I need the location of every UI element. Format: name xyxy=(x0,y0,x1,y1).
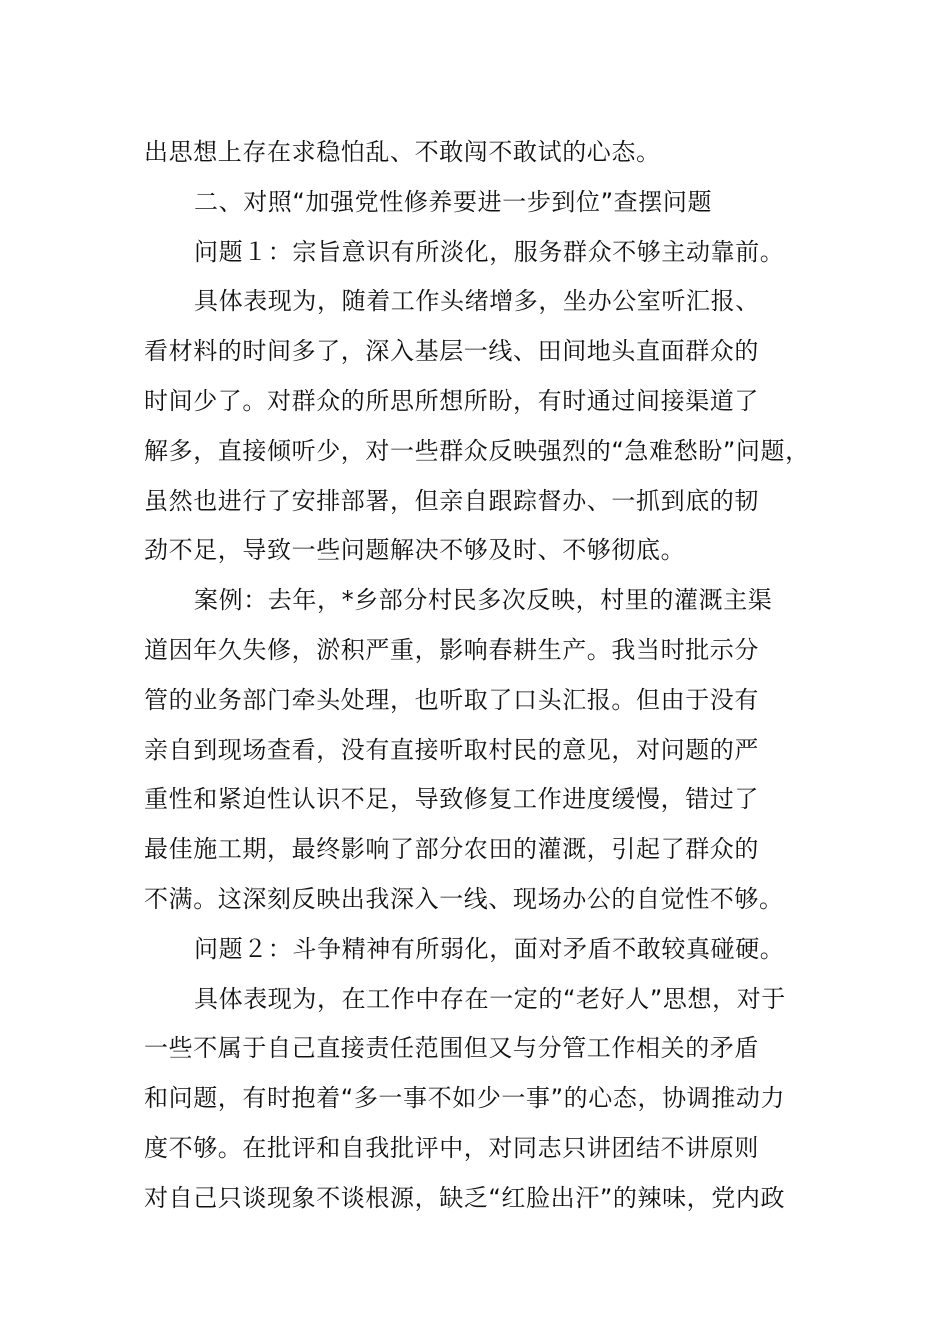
case-paragraph-line: 道因年久失修，淤积严重，影响春耕生产。我当时批示分 xyxy=(144,635,759,664)
paragraph-line: 一些不属于自己直接责任范围但又与分管工作相关的矛盾 xyxy=(144,1034,759,1063)
section-heading: 二、对照“加强党性修养要进一步到位”查摆问题 xyxy=(194,187,713,216)
paragraph-line: 解多，直接倾听少，对一些群众反映强烈的“急难愁盼”问题， xyxy=(144,436,810,465)
case-paragraph-line: 重性和紧迫性认识不足，导致修复工作进度缓慢，错过了 xyxy=(144,785,759,814)
paragraph-line: 看材料的时间多了，深入基层一线、田间地头直面群众的 xyxy=(144,337,759,366)
document-body xyxy=(144,128,834,1224)
case-paragraph-line: 亲自到现场查看，没有直接听取村民的意见，对问题的严 xyxy=(144,735,759,764)
paragraph-line: 和问题，有时抱着“多一事不如少一事”的心态，协调推动力 xyxy=(144,1084,786,1113)
paragraph-line: 时间少了。对群众的所思所想所盼，有时通过间接渠道了 xyxy=(144,386,759,415)
problem-1-heading: 问题１：宗旨意识有所淡化，服务群众不够主动靠前。 xyxy=(194,237,785,266)
case-paragraph-line: 不满。这深刻反映出我深入一线、现场办公的自觉性不够。 xyxy=(144,884,784,913)
case-paragraph-line: 最佳施工期，最终影响了部分农田的灌溉，引起了群众的 xyxy=(144,835,759,864)
paragraph-line: 虽然也进行了安排部署，但亲自跟踪督办、一抓到底的韧 xyxy=(144,486,759,515)
problem-2-heading: 问题２：斗争精神有所弱化，面对矛盾不敢较真碰硬。 xyxy=(194,934,785,963)
paragraph-line: 具体表现为，随着工作头绪增多，坐办公室听汇报、 xyxy=(194,287,760,316)
paragraph-line: 对自己只谈现象不谈根源，缺乏“红脸出汗”的辣味，党内政 xyxy=(144,1183,786,1212)
case-paragraph-line: 管的业务部门牵头处理，也听取了口头汇报。但由于没有 xyxy=(144,685,759,714)
paragraph-line: 度不够。在批评和自我批评中，对同志只讲团结不讲原则 xyxy=(144,1133,759,1162)
paragraph-continuation-line: 出思想上存在求稳怕乱、不敢闯不敢试的心态。 xyxy=(144,138,661,166)
paragraph-line: 劲不足，导致一些问题解决不够及时、不够彻底。 xyxy=(144,536,686,565)
paragraph-line: 具体表现为，在工作中存在一定的“老好人”思想，对于 xyxy=(194,984,786,1013)
case-paragraph-line: 案例：去年，*乡部分村民多次反映，村里的灌溉主渠 xyxy=(194,586,773,615)
